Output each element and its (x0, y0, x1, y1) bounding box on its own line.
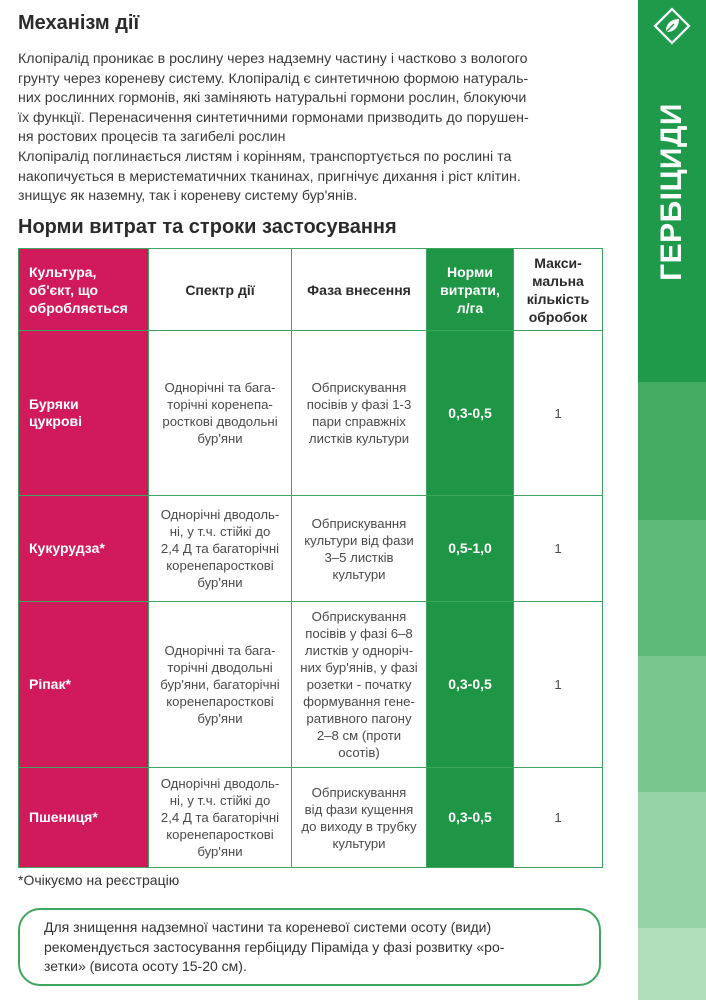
spectrum-line: 2,4 Д та багаторічні (160, 810, 280, 825)
phase-line: формування гене- (303, 694, 415, 709)
phase-cell (292, 496, 427, 602)
spectrum-line: росткові дводольні (162, 414, 278, 429)
mechanism-title: Механізм дії (18, 12, 140, 34)
crop-line: Буряки (29, 396, 79, 412)
spectrum-line: бур'яни, багаторічні (160, 677, 280, 692)
phase-line: Обприскування (311, 515, 407, 531)
max-cell: 1 (514, 768, 603, 868)
phase-line: них бур'янів, у фазі (300, 660, 418, 675)
spectrum-line: бур'яни (197, 711, 243, 726)
phase-line: Обприскування (311, 784, 407, 800)
spectrum-line: Однорічні та бага- (164, 643, 276, 658)
spectrum-line: 2,4 Д та багаторічні (160, 541, 280, 556)
note-line: Для знищення надземної частини та кореневої системи осоту (види) (44, 919, 492, 935)
header-rate (427, 249, 514, 331)
header-max-line: обробок (528, 308, 588, 325)
note-line: рекомендується застосування гербіциду Піраміда у фазі розвитку «ро- (44, 938, 505, 955)
phase-line: посівів у фазі 6–8 (305, 626, 413, 641)
crop-cell (19, 331, 149, 496)
rate-cell: 0,5-1,0 (427, 496, 514, 602)
phase-line: 2–8 см (проти (316, 728, 402, 743)
spectrum-line: бур'яни (197, 575, 243, 590)
phase-line: посівів у фазі 1-3 (306, 397, 412, 412)
mechanism-line: них рослинних гормонів, які заміняють натуральні гормони рослин, блокуючи (18, 90, 527, 107)
phase-line: культури (332, 566, 386, 582)
header-max-line: Макси- (534, 254, 582, 271)
spectrum-line: коренепаросткові (166, 827, 274, 842)
crop-cell (19, 496, 149, 602)
spectrum-line: торічні коренепа- (167, 397, 273, 412)
registration-footnote: *Очікуємо на реєстрацію (18, 872, 180, 888)
phase-line: Обприскування (311, 380, 407, 395)
crop-line: Кукурудза* (29, 540, 105, 556)
rate-cell: 0,3-0,5 (427, 768, 514, 868)
max-cell: 1 (514, 496, 603, 602)
header-crop-line: обробляється (29, 299, 128, 316)
sidebar-band (638, 928, 706, 1000)
spectrum-line: Однорічні дводоль- (160, 507, 280, 522)
mechanism-line: знищує як наземну, так і кореневу систему бур'янів. (18, 188, 358, 205)
header-spectrum: Спектр дії (149, 249, 292, 331)
spectrum-line: ні, у т.ч. стійкі до (169, 524, 271, 539)
note-line: зетки» (висота осоту 15-20 см). (44, 958, 247, 974)
recommendation-note (18, 908, 601, 986)
application-rates-table (18, 248, 603, 868)
spectrum-cell (149, 331, 292, 496)
phase-line: ративного пагону (306, 711, 412, 726)
max-cell: 1 (514, 331, 603, 496)
crop-cell (19, 602, 149, 768)
header-max-line: кількість (526, 290, 590, 307)
spectrum-line: бур'яни (197, 844, 243, 859)
mechanism-line: грунту через кореневу систему. Клопіралід є синтетичною формою натураль- (18, 70, 529, 87)
sidebar-band (638, 382, 706, 520)
table-header-row (19, 249, 603, 331)
phase-cell (292, 768, 427, 868)
spectrum-line: коренепаросткові (166, 558, 274, 573)
crop-cell (19, 768, 149, 868)
header-phase: Фаза внесення (292, 249, 427, 331)
table-row (19, 496, 603, 602)
header-crop-line: об'єкт, що (29, 281, 99, 298)
table-row (19, 602, 603, 768)
spectrum-line: бур'яни (197, 431, 243, 446)
category-title: ГЕРБІЦИДИ (655, 103, 688, 281)
phase-line: до виходу в трубку (301, 818, 417, 834)
crop-line: Пшениця* (29, 809, 98, 825)
rate-cell: 0,3-0,5 (427, 331, 514, 496)
spectrum-line: Однорічні дводоль- (160, 776, 280, 791)
phase-line: культури від фази (304, 532, 414, 548)
mechanism-line: Клопіралід поглинається листям і корінням, транспортується по рослині та (18, 148, 512, 165)
phase-line: культури (332, 835, 386, 851)
phase-cell (292, 602, 427, 768)
spectrum-line: коренепаросткові (166, 694, 274, 709)
mechanism-text (18, 50, 603, 207)
phase-line: 3–5 листків (324, 549, 394, 565)
table-row (19, 331, 603, 496)
crop-line: Ріпак* (29, 676, 71, 692)
phase-line: пари справжніх (312, 414, 406, 429)
table-title: Норми витрат та строки застосування (18, 216, 397, 238)
max-cell: 1 (514, 602, 603, 768)
phase-line: листків культури (308, 431, 410, 446)
phase-line: розетки - початку (306, 677, 412, 692)
sidebar-band (638, 656, 706, 792)
header-crop-line: Культура, (29, 263, 97, 280)
leaf-diamond-icon (652, 6, 692, 46)
header-rate-line: витрати, (440, 281, 500, 298)
table-row (19, 768, 603, 868)
header-max-line: мальна (532, 272, 584, 289)
phase-line: осотів) (338, 745, 380, 760)
sidebar-band (638, 792, 706, 928)
spectrum-line: торічні дводольні (167, 660, 273, 675)
spectrum-line: Однорічні та бага- (164, 380, 276, 395)
header-crop (19, 249, 149, 331)
crop-line: цукрові (29, 413, 82, 429)
spectrum-cell (149, 496, 292, 602)
category-sidebar (638, 0, 706, 1000)
header-max-treatments (514, 249, 603, 331)
spectrum-line: ні, у т.ч. стійкі до (169, 793, 271, 808)
mechanism-line: їх функції. Перенасичення синтетичними гормонами призводить до порушен- (18, 109, 529, 126)
phase-line: листків у одноріч- (304, 643, 414, 658)
rate-cell: 0,3-0,5 (427, 602, 514, 768)
phase-cell (292, 331, 427, 496)
header-rate-line: л/га (456, 299, 484, 316)
mechanism-line: Клопіралід проникає в рослину через надземну частину і частково з вологого (18, 51, 528, 67)
mechanism-line: ня ростових процесів та загибелі рослин (18, 129, 286, 146)
sidebar-band (638, 520, 706, 656)
phase-line: Обприскування (311, 609, 407, 624)
spectrum-cell (149, 602, 292, 768)
phase-line: від фази кущення (304, 801, 414, 817)
mechanism-line: накопичується в меристематичних тканинах, пригнічує дихання і ріст клітин. (18, 168, 521, 185)
header-rate-line: Норми (447, 263, 493, 280)
spectrum-cell (149, 768, 292, 868)
